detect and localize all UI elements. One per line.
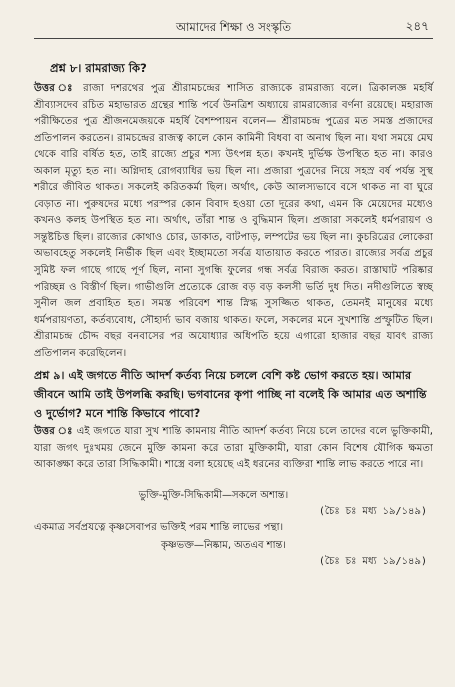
question-8: প্রশ্ন ৮। রামরাজ্য কি? <box>50 61 147 75</box>
answer-8 <box>34 81 433 362</box>
question-9: প্রশ্ন ৯। এই জগতে নীতি আদর্শ কর্তব্য নিয়ে চললে বেশি কষ্ট ভোগ করতে হয়। আমার জীবনে আমি তাই উপলব্ধি করছি। ভগবানের কৃপা পাচ্ছি না বলেই কি আমার এত অশান্তি ও দুর্ভোগ? মনে শান্তি কিভাবে পাবো? <box>34 369 427 421</box>
devotion-line: একমাত্র সর্বপ্রযত্নে কৃষ্ণসেবাপর ভক্তিই পরম শান্তি লাভের পন্থা। <box>34 521 284 533</box>
verse-2: কৃষ্ণভক্ত—নিষ্কাম, অতএব শান্ত। <box>161 539 286 551</box>
verse-1: ভুক্তি-মুক্তি-সিদ্ধিকামী—সকলে অশান্ত। <box>138 489 289 501</box>
citation-2: (চৈঃ চঃ মধ্য ১৯/১৪৯) <box>318 555 427 567</box>
running-title: আমাদের শিক্ষা ও সংস্কৃতি <box>175 20 292 34</box>
answer-9-text: এই জগতে যারা সুখ শান্তি কামনায় নীতি আদর্শ কর্তব্য নিয়ে চলে তাদের বলে ভুক্তিকামী, যারা জগৎ দুঃখময় জেনে মুক্তি কামনা করে তারা মুক্তিকামী, যারা কোন বিশেষ যৌগিক ক্ষমতা আকাঙ্ক্ষা করে তারা সিদ্ধিকামী। শাস্ত্রে বলা হয়েছে এই ধরনের ব্যক্তিরা শান্তি লাভ করতে পারে না। <box>34 426 433 471</box>
answer-9 <box>34 424 433 474</box>
page-number: ২৪৭ <box>405 19 429 33</box>
running-header <box>34 10 433 36</box>
answer-8-label: উত্তর ঃ <box>34 83 77 94</box>
answer-8-text: রাজা দশরথের পুত্র শ্রীরামচন্দ্রের শাসিত রাজ্যকে রামরাজ্য বলে। ত্রিকালজ্ঞ মহর্ষি শ্রীব্যাসদেব রচিত মহাভারত গ্রন্থের শান্তি পর্বে উনত্রিশ অধ্যায়ে রামরাজ্যের বর্ণনা রয়েছে। মহারাজ পরীক্ষিতের পুত্র শ্রীজনমেজয়কে মহর্ষি বৈশম্পায়ন বলেন— শ্রীরামচন্দ্র পুত্রের মত সমস্ত প্রজাদের প্রতিপালন করতেন। রামচন্দ্রের রাজত্ব কালে কোন কামিনী বিধবা বা অনাথ ছিল না। যথা সময়ে মেঘ থেকে বারি বর্ষিত হত, তাই রাজ্যে প্রচুর শস্য উৎপন্ন হত। কখনই দুর্ভিক্ষ উপস্থিত হত না। কারও অকাল মৃত্যু হত না। অগ্নিদাহ রোগব্যাধির ভয় ছিল না। প্রজারা পুত্রদের নিয়ে সহস্র বর্ষ পর্যন্ত সুস্থ শরীরে জীবিত থাকত। সকলেই করিতকর্মা ছিল। অর্থাৎ, কেউ আলস্যভাবে বসে থাকত না বা ঘুরে বেড়াত না। পুরুষদের মধ্যে পরস্পর কোন বিবাদ হওয়া তো দূরের কথা, এমন কি মেয়েদের মধ্যেও কখনও কলহ উপস্থিত হত না। অর্থাৎ, তাঁরা শান্ত ও বুদ্ধিমান ছিল। প্রজারা সকলেই ধর্মপরায়ণ ও সন্তুষ্টচিত্ত ছিল। রাজ্যের কোথাও চোর, ডাকাত, বাটপাড়, লম্পটের ভয় ছিল না। কুচরিত্রের লোকেরা অভাবহেতু সকলেই নির্ভীক ছিল এবং ইচ্ছামতো সর্বত্র যাতায়াত করতে পারত। রাজ্যের সর্বত্র প্রচুর সুমিষ্ট ফল গাছে গাছে পূর্ণ ছিল, নানা সুগন্ধি ফুলের গন্ধ সর্বত্র বিরাজ করত। রাস্তাঘাট পরিষ্কার পরিচ্ছন্ন ও বিস্তীর্ণ ছিল। গাভীগুলি প্রত্যেকে রোজ বড় বড় কলসী ভর্তি দুধ দিত। নদীগুলিতে স্বচ্ছ সুনীল জল প্রবাহিত হত। সমস্ত পরিবেশ শান্ত স্নিগ্ধ সুসজ্জিত থাকত, তেমনই মানুষের মধ্যে ধর্মপরায়ণতা, কর্তব্যবোধ, সৌহার্দ্য ভাব বজায় থাকত। ফলে, সকলের মনে সুখশান্তি প্রস্ফুটিত ছিল। শ্রীরামচন্দ্র চৌদ্দ বছর বনবাসের পর অযোধ্যার অধিপতি হয়ে এগারো হাজার বছর যাবৎ রাজ্য প্রতিপালন করেছিলেন। <box>34 83 433 359</box>
citation-1: (চৈঃ চঃ মধ্য ১৯/১৪৯) <box>318 505 427 517</box>
answer-9-label: উত্তর ঃ <box>34 426 74 438</box>
header-rule <box>34 38 433 39</box>
